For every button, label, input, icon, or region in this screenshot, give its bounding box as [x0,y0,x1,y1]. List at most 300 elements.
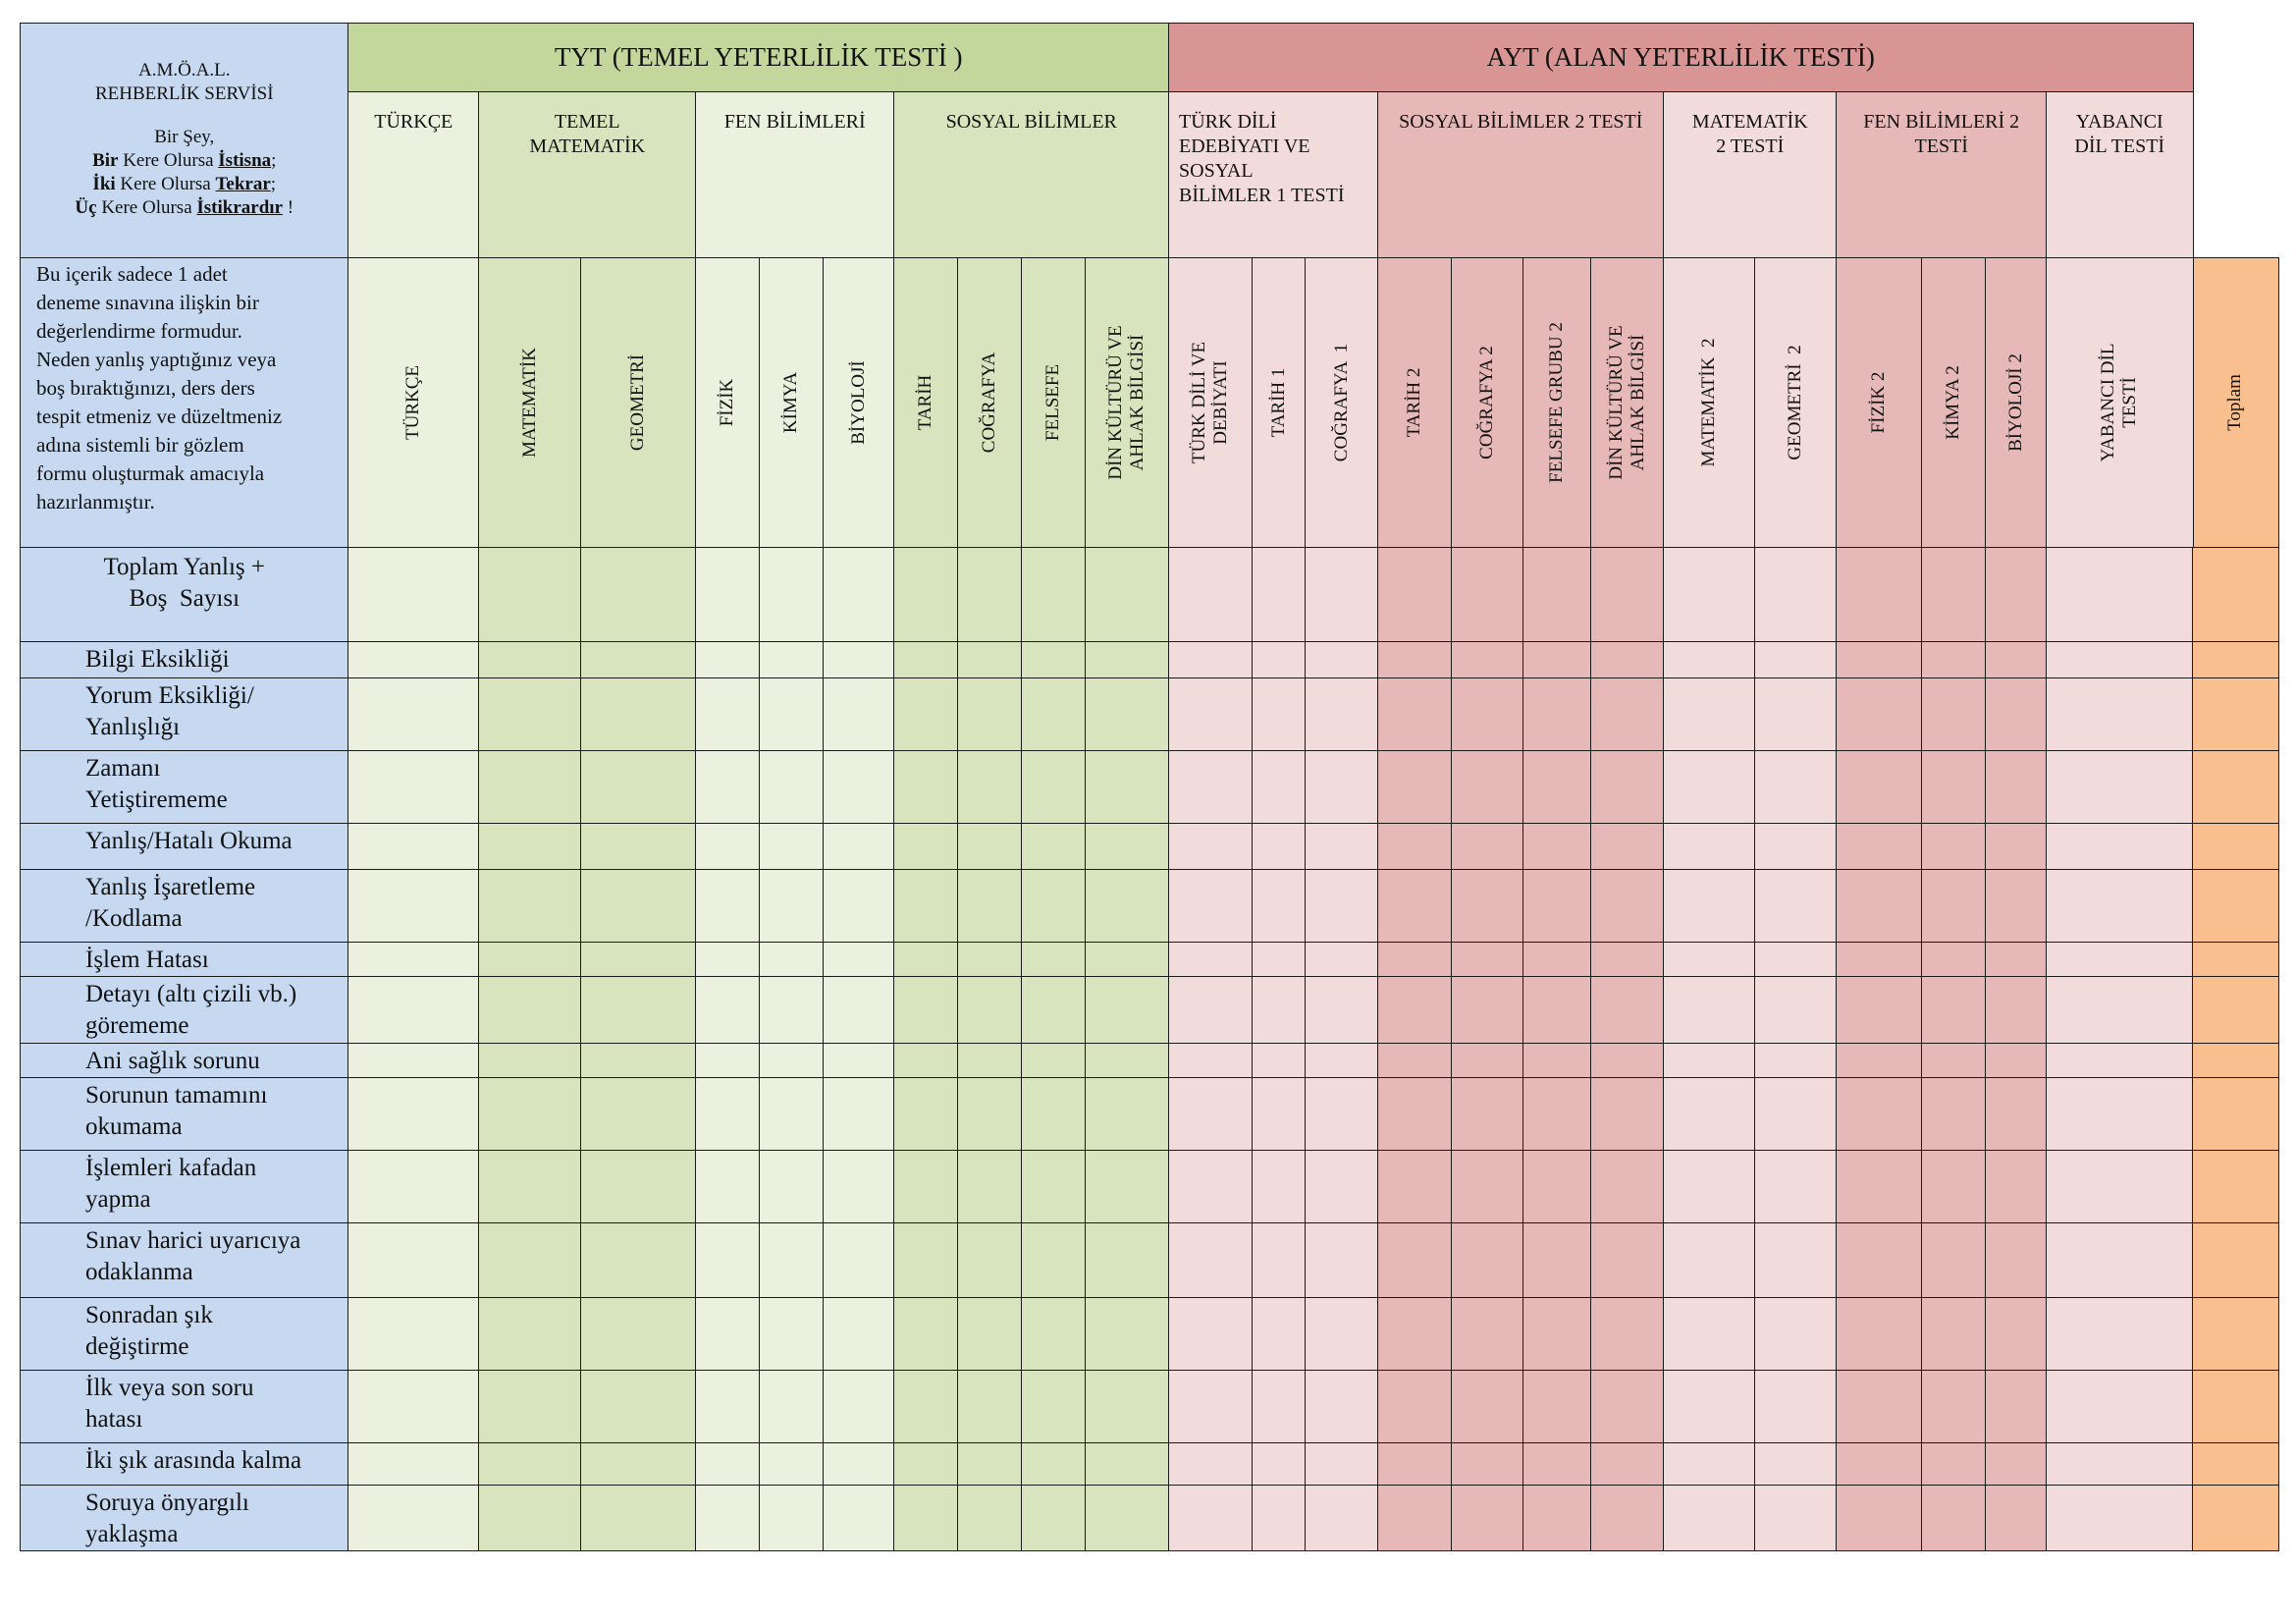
entry-cell[interactable] [1985,1370,2048,1444]
entry-cell[interactable] [1305,1222,1379,1299]
entry-cell[interactable] [1921,823,1987,871]
entry-cell[interactable] [1590,1297,1665,1372]
entry-cell[interactable] [1305,1150,1379,1224]
entry-cell[interactable] [1754,547,1838,643]
entry-cell[interactable] [1451,1485,1524,1551]
entry-cell[interactable] [957,1222,1023,1299]
entry-cell[interactable] [1590,750,1665,825]
entry-cell[interactable] [893,976,959,1045]
entry-cell[interactable] [478,869,582,944]
entry-cell[interactable] [1663,1370,1756,1444]
entry-cell[interactable] [347,1150,480,1224]
entry-cell[interactable] [893,1297,959,1372]
entry-cell[interactable] [695,641,761,679]
entry-cell[interactable] [893,869,959,944]
total-cell[interactable] [2192,976,2279,1045]
entry-cell[interactable] [1377,641,1453,679]
entry-cell[interactable] [695,1077,761,1152]
entry-cell[interactable] [759,1370,825,1444]
entry-cell[interactable] [1590,1442,1665,1487]
entry-cell[interactable] [2046,1370,2194,1444]
entry-cell[interactable] [347,1043,480,1079]
entry-cell[interactable] [823,1485,895,1551]
entry-cell[interactable] [1985,1222,2048,1299]
entry-cell[interactable] [1836,677,1923,752]
entry-cell[interactable] [1168,976,1254,1045]
entry-cell[interactable] [1168,823,1254,871]
entry-cell[interactable] [580,677,697,752]
entry-cell[interactable] [759,1222,825,1299]
entry-cell[interactable] [1305,1442,1379,1487]
entry-cell[interactable] [1252,641,1307,679]
entry-cell[interactable] [580,976,697,1045]
entry-cell[interactable] [823,823,895,871]
entry-cell[interactable] [823,976,895,1045]
entry-cell[interactable] [1985,1043,2048,1079]
total-cell[interactable] [2192,823,2279,871]
entry-cell[interactable] [695,869,761,944]
total-cell[interactable] [2192,1043,2279,1079]
entry-cell[interactable] [1021,942,1087,978]
entry-cell[interactable] [1377,1077,1453,1152]
total-cell[interactable] [2192,641,2279,679]
entry-cell[interactable] [347,1370,480,1444]
entry-cell[interactable] [823,641,895,679]
entry-cell[interactable] [580,750,697,825]
entry-cell[interactable] [1590,1370,1665,1444]
entry-cell[interactable] [823,1442,895,1487]
entry-cell[interactable] [1021,1442,1087,1487]
entry-cell[interactable] [1985,547,2048,643]
entry-cell[interactable] [1921,1043,1987,1079]
entry-cell[interactable] [1085,1077,1170,1152]
entry-cell[interactable] [1377,547,1453,643]
entry-cell[interactable] [580,823,697,871]
entry-cell[interactable] [1522,869,1592,944]
entry-cell[interactable] [1305,976,1379,1045]
entry-cell[interactable] [1305,869,1379,944]
entry-cell[interactable] [478,677,582,752]
entry-cell[interactable] [695,1150,761,1224]
entry-cell[interactable] [1252,1077,1307,1152]
entry-cell[interactable] [1252,1370,1307,1444]
entry-cell[interactable] [1754,1297,1838,1372]
entry-cell[interactable] [1836,823,1923,871]
entry-cell[interactable] [1836,1297,1923,1372]
entry-cell[interactable] [580,1077,697,1152]
entry-cell[interactable] [1305,641,1379,679]
entry-cell[interactable] [1522,1150,1592,1224]
entry-cell[interactable] [1836,1222,1923,1299]
entry-cell[interactable] [893,750,959,825]
entry-cell[interactable] [1168,1043,1254,1079]
entry-cell[interactable] [1663,1442,1756,1487]
total-cell[interactable] [2192,869,2279,944]
entry-cell[interactable] [580,1222,697,1299]
entry-cell[interactable] [823,869,895,944]
entry-cell[interactable] [1590,641,1665,679]
entry-cell[interactable] [1590,869,1665,944]
entry-cell[interactable] [1085,1442,1170,1487]
entry-cell[interactable] [1921,1297,1987,1372]
entry-cell[interactable] [695,1297,761,1372]
entry-cell[interactable] [1252,942,1307,978]
entry-cell[interactable] [1168,547,1254,643]
entry-cell[interactable] [1590,547,1665,643]
total-cell[interactable] [2192,1297,2279,1372]
entry-cell[interactable] [478,1297,582,1372]
entry-cell[interactable] [1836,942,1923,978]
entry-cell[interactable] [1985,750,2048,825]
entry-cell[interactable] [580,1043,697,1079]
entry-cell[interactable] [580,1297,697,1372]
entry-cell[interactable] [1590,976,1665,1045]
entry-cell[interactable] [957,677,1023,752]
entry-cell[interactable] [1168,942,1254,978]
entry-cell[interactable] [1085,1222,1170,1299]
entry-cell[interactable] [1836,1077,1923,1152]
entry-cell[interactable] [1836,976,1923,1045]
entry-cell[interactable] [695,547,761,643]
entry-cell[interactable] [1305,1485,1379,1551]
entry-cell[interactable] [347,942,480,978]
entry-cell[interactable] [1252,677,1307,752]
entry-cell[interactable] [893,677,959,752]
entry-cell[interactable] [1921,1222,1987,1299]
entry-cell[interactable] [1085,976,1170,1045]
entry-cell[interactable] [1522,942,1592,978]
entry-cell[interactable] [1590,677,1665,752]
entry-cell[interactable] [580,869,697,944]
entry-cell[interactable] [1305,1297,1379,1372]
entry-cell[interactable] [1252,1442,1307,1487]
entry-cell[interactable] [823,1043,895,1079]
entry-cell[interactable] [478,1485,582,1551]
entry-cell[interactable] [1836,1150,1923,1224]
entry-cell[interactable] [1168,1297,1254,1372]
entry-cell[interactable] [823,1077,895,1152]
entry-cell[interactable] [1663,942,1756,978]
entry-cell[interactable] [2046,976,2194,1045]
entry-cell[interactable] [1305,823,1379,871]
entry-cell[interactable] [580,1485,697,1551]
entry-cell[interactable] [1754,1077,1838,1152]
entry-cell[interactable] [1305,1077,1379,1152]
entry-cell[interactable] [893,942,959,978]
entry-cell[interactable] [1754,1043,1838,1079]
entry-cell[interactable] [1085,869,1170,944]
entry-cell[interactable] [1663,547,1756,643]
entry-cell[interactable] [1168,1222,1254,1299]
entry-cell[interactable] [1168,1442,1254,1487]
entry-cell[interactable] [1522,976,1592,1045]
entry-cell[interactable] [1451,750,1524,825]
entry-cell[interactable] [823,942,895,978]
entry-cell[interactable] [347,547,480,643]
entry-cell[interactable] [957,1297,1023,1372]
entry-cell[interactable] [893,1370,959,1444]
entry-cell[interactable] [1305,1043,1379,1079]
entry-cell[interactable] [823,1150,895,1224]
entry-cell[interactable] [957,1150,1023,1224]
entry-cell[interactable] [759,547,825,643]
entry-cell[interactable] [1451,641,1524,679]
entry-cell[interactable] [2046,641,2194,679]
total-cell[interactable] [2192,547,2279,643]
entry-cell[interactable] [1021,641,1087,679]
entry-cell[interactable] [347,976,480,1045]
entry-cell[interactable] [1305,677,1379,752]
entry-cell[interactable] [1085,1150,1170,1224]
entry-cell[interactable] [1085,547,1170,643]
entry-cell[interactable] [1168,1485,1254,1551]
entry-cell[interactable] [478,750,582,825]
entry-cell[interactable] [1754,677,1838,752]
entry-cell[interactable] [1021,1485,1087,1551]
entry-cell[interactable] [347,1077,480,1152]
entry-cell[interactable] [478,1370,582,1444]
entry-cell[interactable] [759,1043,825,1079]
entry-cell[interactable] [1522,677,1592,752]
entry-cell[interactable] [1663,1297,1756,1372]
entry-cell[interactable] [478,976,582,1045]
entry-cell[interactable] [1754,1370,1838,1444]
entry-cell[interactable] [1522,1043,1592,1079]
entry-cell[interactable] [1021,1077,1087,1152]
entry-cell[interactable] [1985,823,2048,871]
entry-cell[interactable] [1663,976,1756,1045]
entry-cell[interactable] [580,1150,697,1224]
entry-cell[interactable] [1168,750,1254,825]
entry-cell[interactable] [478,823,582,871]
entry-cell[interactable] [957,823,1023,871]
entry-cell[interactable] [1836,750,1923,825]
entry-cell[interactable] [1451,976,1524,1045]
entry-cell[interactable] [1451,677,1524,752]
total-cell[interactable] [2192,942,2279,978]
entry-cell[interactable] [1252,823,1307,871]
entry-cell[interactable] [759,1150,825,1224]
entry-cell[interactable] [695,1043,761,1079]
total-cell[interactable] [2192,1077,2279,1152]
entry-cell[interactable] [957,750,1023,825]
entry-cell[interactable] [2046,823,2194,871]
entry-cell[interactable] [1663,1077,1756,1152]
entry-cell[interactable] [957,641,1023,679]
entry-cell[interactable] [893,1485,959,1551]
entry-cell[interactable] [478,942,582,978]
entry-cell[interactable] [1663,823,1756,871]
entry-cell[interactable] [1663,750,1756,825]
entry-cell[interactable] [2046,942,2194,978]
total-cell[interactable] [2192,1370,2279,1444]
entry-cell[interactable] [1085,823,1170,871]
entry-cell[interactable] [1021,1043,1087,1079]
entry-cell[interactable] [957,1442,1023,1487]
entry-cell[interactable] [1754,750,1838,825]
entry-cell[interactable] [347,823,480,871]
entry-cell[interactable] [1021,750,1087,825]
entry-cell[interactable] [957,869,1023,944]
entry-cell[interactable] [695,942,761,978]
entry-cell[interactable] [1921,1150,1987,1224]
entry-cell[interactable] [1085,750,1170,825]
entry-cell[interactable] [478,547,582,643]
entry-cell[interactable] [893,1043,959,1079]
entry-cell[interactable] [695,1442,761,1487]
entry-cell[interactable] [1522,547,1592,643]
entry-cell[interactable] [2046,547,2194,643]
entry-cell[interactable] [1663,1150,1756,1224]
entry-cell[interactable] [1985,1442,2048,1487]
entry-cell[interactable] [1377,677,1453,752]
entry-cell[interactable] [1522,823,1592,871]
entry-cell[interactable] [759,1077,825,1152]
entry-cell[interactable] [1754,823,1838,871]
entry-cell[interactable] [1663,677,1756,752]
entry-cell[interactable] [1985,869,2048,944]
entry-cell[interactable] [1985,641,2048,679]
entry-cell[interactable] [1252,976,1307,1045]
entry-cell[interactable] [478,1442,582,1487]
entry-cell[interactable] [893,1150,959,1224]
entry-cell[interactable] [1168,641,1254,679]
entry-cell[interactable] [957,1043,1023,1079]
entry-cell[interactable] [1921,1442,1987,1487]
entry-cell[interactable] [1377,1222,1453,1299]
entry-cell[interactable] [1522,1077,1592,1152]
entry-cell[interactable] [823,1297,895,1372]
entry-cell[interactable] [957,1485,1023,1551]
entry-cell[interactable] [1377,1370,1453,1444]
entry-cell[interactable] [1836,641,1923,679]
entry-cell[interactable] [823,677,895,752]
entry-cell[interactable] [695,750,761,825]
entry-cell[interactable] [1168,1370,1254,1444]
entry-cell[interactable] [893,547,959,643]
entry-cell[interactable] [1985,1297,2048,1372]
entry-cell[interactable] [1836,1485,1923,1551]
entry-cell[interactable] [1305,942,1379,978]
entry-cell[interactable] [1451,942,1524,978]
entry-cell[interactable] [759,641,825,679]
entry-cell[interactable] [1085,641,1170,679]
entry-cell[interactable] [1168,1077,1254,1152]
entry-cell[interactable] [1590,942,1665,978]
entry-cell[interactable] [347,1485,480,1551]
entry-cell[interactable] [759,677,825,752]
entry-cell[interactable] [1451,1442,1524,1487]
entry-cell[interactable] [1252,1043,1307,1079]
entry-cell[interactable] [1021,823,1087,871]
entry-cell[interactable] [1522,1485,1592,1551]
entry-cell[interactable] [1377,750,1453,825]
entry-cell[interactable] [1377,1150,1453,1224]
entry-cell[interactable] [1021,976,1087,1045]
entry-cell[interactable] [1985,1485,2048,1551]
entry-cell[interactable] [1021,1150,1087,1224]
entry-cell[interactable] [695,1485,761,1551]
entry-cell[interactable] [1377,1297,1453,1372]
entry-cell[interactable] [1836,1442,1923,1487]
entry-cell[interactable] [478,1222,582,1299]
entry-cell[interactable] [2046,1485,2194,1551]
entry-cell[interactable] [1252,1485,1307,1551]
entry-cell[interactable] [759,1442,825,1487]
entry-cell[interactable] [957,1077,1023,1152]
entry-cell[interactable] [1754,1222,1838,1299]
entry-cell[interactable] [1985,976,2048,1045]
entry-cell[interactable] [957,976,1023,1045]
entry-cell[interactable] [759,976,825,1045]
entry-cell[interactable] [957,942,1023,978]
entry-cell[interactable] [1252,750,1307,825]
entry-cell[interactable] [1921,677,1987,752]
entry-cell[interactable] [1377,1485,1453,1551]
entry-cell[interactable] [1377,823,1453,871]
entry-cell[interactable] [695,1370,761,1444]
entry-cell[interactable] [347,1297,480,1372]
entry-cell[interactable] [2046,750,2194,825]
entry-cell[interactable] [2046,1150,2194,1224]
entry-cell[interactable] [347,750,480,825]
entry-cell[interactable] [1085,677,1170,752]
entry-cell[interactable] [1836,547,1923,643]
entry-cell[interactable] [1754,976,1838,1045]
entry-cell[interactable] [1590,823,1665,871]
entry-cell[interactable] [1522,750,1592,825]
total-cell[interactable] [2192,750,2279,825]
entry-cell[interactable] [2046,1222,2194,1299]
entry-cell[interactable] [1921,1370,1987,1444]
entry-cell[interactable] [695,677,761,752]
entry-cell[interactable] [1451,1043,1524,1079]
entry-cell[interactable] [1377,1442,1453,1487]
entry-cell[interactable] [1085,1370,1170,1444]
entry-cell[interactable] [1168,677,1254,752]
entry-cell[interactable] [1985,677,2048,752]
entry-cell[interactable] [347,641,480,679]
entry-cell[interactable] [1451,1370,1524,1444]
entry-cell[interactable] [695,976,761,1045]
entry-cell[interactable] [1021,1222,1087,1299]
entry-cell[interactable] [1590,1150,1665,1224]
entry-cell[interactable] [1921,1077,1987,1152]
entry-cell[interactable] [1754,869,1838,944]
entry-cell[interactable] [1663,869,1756,944]
entry-cell[interactable] [1985,1077,2048,1152]
entry-cell[interactable] [823,1222,895,1299]
entry-cell[interactable] [1085,942,1170,978]
entry-cell[interactable] [1305,1370,1379,1444]
entry-cell[interactable] [759,942,825,978]
entry-cell[interactable] [695,823,761,871]
entry-cell[interactable] [478,641,582,679]
entry-cell[interactable] [759,750,825,825]
entry-cell[interactable] [1021,1370,1087,1444]
entry-cell[interactable] [1451,823,1524,871]
total-cell[interactable] [2192,1485,2279,1551]
total-cell[interactable] [2192,1150,2279,1224]
entry-cell[interactable] [1921,750,1987,825]
entry-cell[interactable] [1168,869,1254,944]
entry-cell[interactable] [2046,1297,2194,1372]
entry-cell[interactable] [1021,547,1087,643]
entry-cell[interactable] [1377,869,1453,944]
entry-cell[interactable] [1754,1442,1838,1487]
total-cell[interactable] [2192,1222,2279,1299]
entry-cell[interactable] [1522,1297,1592,1372]
